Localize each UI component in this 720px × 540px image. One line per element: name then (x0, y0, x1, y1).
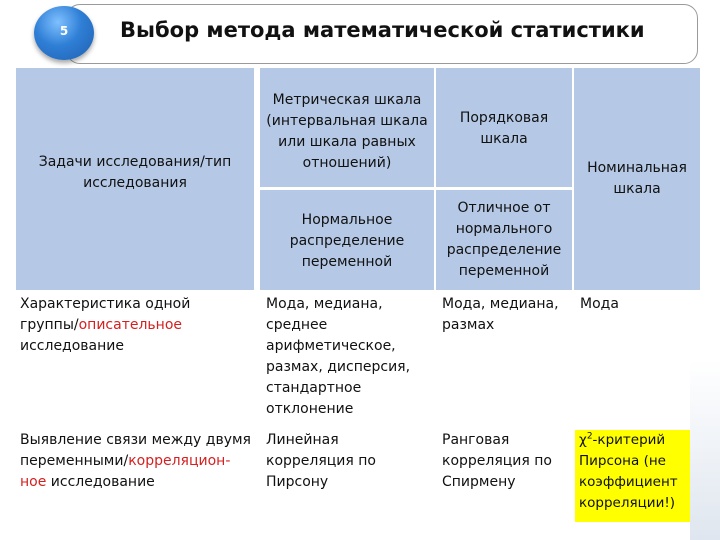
page-title: Выбор метода математической статистики (120, 18, 645, 42)
header-metric: Метрическая шкала (интервальная шкала или шкала равных отношений) (260, 68, 434, 187)
slide-number-badge (34, 6, 94, 60)
header-ordinal: Порядковая шкала (436, 68, 572, 187)
row2-ordinal: Ранговая корреляция по Спирмену (442, 432, 552, 490)
row1-nominal: Мода (580, 296, 619, 312)
row1-task: Характеристика одной группы/описательное исследование (20, 296, 191, 354)
slide-number: 5 (59, 24, 69, 38)
corner-decoration (690, 360, 720, 540)
row1-metric: Мода, медиана, среднее арифметическое, размах, дисперсия, стандартное отклонение (266, 296, 411, 417)
header-normal: Нормальное распределение переменной (260, 190, 434, 290)
header-nominal: Номинальная шкала (574, 68, 700, 290)
row2-nominal: $\chi^2$-критерий Пирсона (не коэффициент корреляции!) (575, 430, 699, 522)
header-non-normal: Отличное от нормального распределение переменной (436, 190, 572, 290)
row2-task: Выявление связи между двумя переменными/корреляцион-ное исследование (20, 432, 251, 490)
row2-metric: Линейная корреляция по Пирсону (266, 432, 376, 490)
header-task: Задачи исследования/тип исследования (16, 68, 254, 290)
row1-ordinal: Мода, медиана, размах (442, 296, 559, 333)
